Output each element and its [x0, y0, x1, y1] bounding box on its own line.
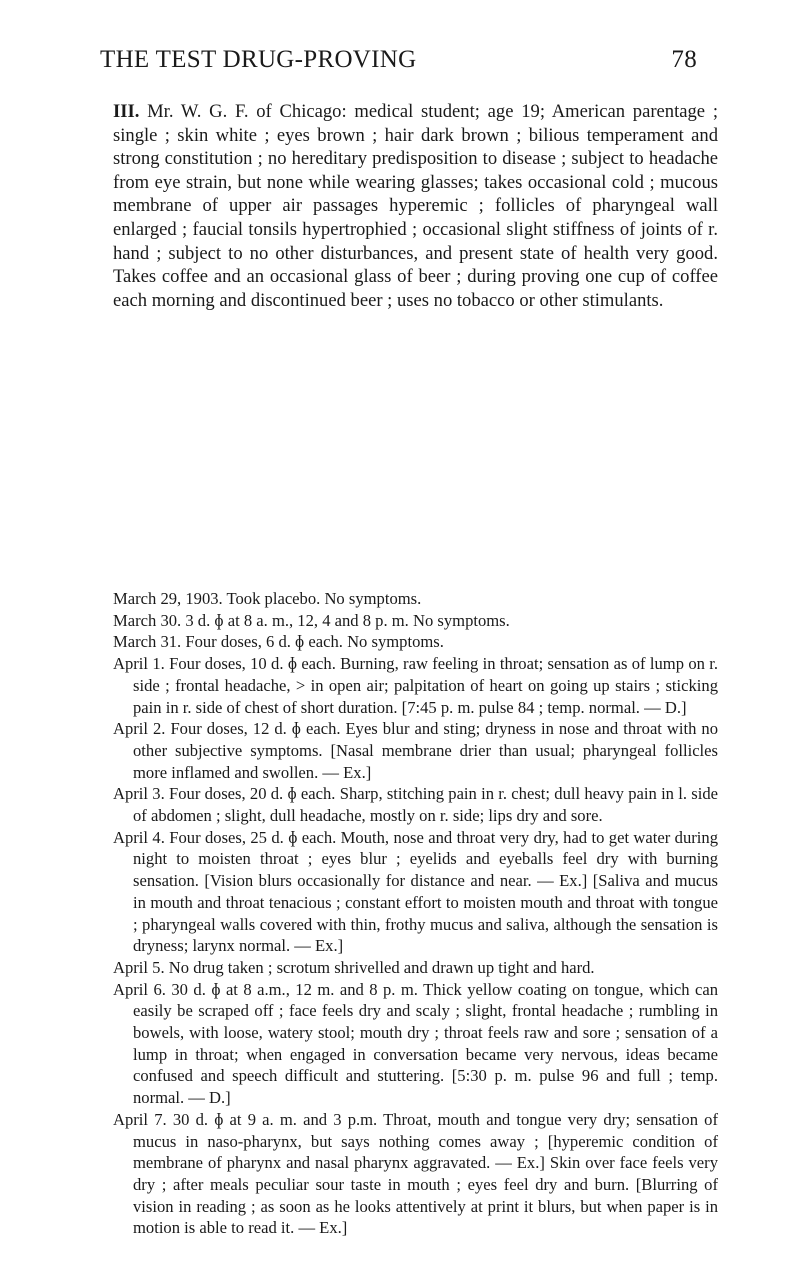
- log-entry: March 31. Four doses, 6 d. ɸ each. No symptoms.: [113, 632, 444, 652]
- log-entry: March 29, 1903. Took placebo. No symptoms.: [113, 589, 422, 608]
- running-header: [100, 46, 697, 74]
- log-entry: April 3. Four doses, 20 d. ɸ each. Sharp, stitching pain in r. chest; dull heavy pain in l. side of abdomen ; slight, dull headache, mostly on r. side; lips dry and sore.: [113, 784, 718, 826]
- log-entry: March 30. 3 d. ɸ at 8 a. m., 12, 4 and 8 p. m. No symptoms.: [113, 610, 510, 630]
- case-description: Mr. W. G. F. of Chicago: medical student; age 19; American parentage ; single ; skin white ; eyes brown ; hair dark brown ; bilious temperament and strong constitution ; no hereditary predisposition to disease ; subject to headache from eye strain, but none while wearing glasses; takes occasional cold ; mucous membrane of upper air passages hyperemic ; follicles of pharyngeal wall enlarged ; faucial tonsils hypertrophied ; occasional slight stiffness of joints of r. hand ; subject to no other disturbances, and present state of health very good. Takes coffee and an occasional glass of beer ; during proving one cup of coffee each morning and discontinued beer ; uses no tobacco or other stimulants.: [113, 101, 718, 311]
- log-entry: April 1. Four doses, 10 d. ɸ each. Burning, raw feeling in throat; sensation as of lump on r. side ; frontal headache, > in open air; palpitation of heart on going up stairs ; sticking pain in r. side of chest of short duration. [7:45 p. m. pulse 84 ; temp. normal. — D.]: [113, 654, 718, 717]
- log-entry: April 6. 30 d. ɸ at 8 a.m., 12 m. and 8 p. m. Thick yellow coating on tongue, which can easily be scraped off ; face feels dry and scaly ; slight, frontal headache ; rumbling in bowels, with loose, watery stool; mouth dry ; throat feels raw and sore ; sensation of a lump in throat; when engaged in conversation became very nervous, ideas became confused and speech difficult and stuttering. [5:30 p. m. pulse 96 and full ; temp. normal. — D.]: [113, 979, 718, 1108]
- proving-log: [113, 588, 718, 1239]
- running-title: THE TEST DRUG-PROVING: [100, 46, 417, 73]
- log-entry: April 5. No drug taken ; scrotum shrivelled and drawn up tight and hard.: [113, 957, 595, 977]
- case-introduction: [113, 100, 718, 312]
- log-entry: April 4. Four doses, 25 d. ɸ each. Mouth, nose and throat very dry, had to get water during night to moisten throat ; eyes blur ; eyelids and eyeballs feel dry with burning sensation. [Vision blurs occasionally for distance and near. — Ex.] [Saliva and mucus in mouth and throat tenacious ; constant effort to moisten mouth and throat with tongue ; pharyngeal walls covered with thin, frothy mucus and saliva, although the sensation is dryness; larynx normal. — Ex.]: [113, 827, 718, 956]
- case-number: III.: [113, 101, 140, 122]
- log-entry: April 7. 30 d. ɸ at 9 a. m. and 3 p.m. Throat, mouth and tongue very dry; sensation of mucus in naso-pharynx, but says nothing comes away ; [hyperemic condition of membrane of pharynx and nasal pharynx aggravated. — Ex.] Skin over face feels very dry ; after meals peculiar sour taste in mouth ; eyes feel dry and burn. [Blurring of vision in reading ; as soon as he looks attentively at print it blurs, but when paper is in motion is able to read it. — Ex.]: [113, 1109, 718, 1238]
- log-entry: April 2. Four doses, 12 d. ɸ each. Eyes blur and sting; dryness in nose and throat with no other subjective symptoms. [Nasal membrane drier than usual; pharyngeal follicles more inflamed and swollen. — Ex.]: [113, 719, 718, 782]
- page-number: 78: [671, 46, 697, 73]
